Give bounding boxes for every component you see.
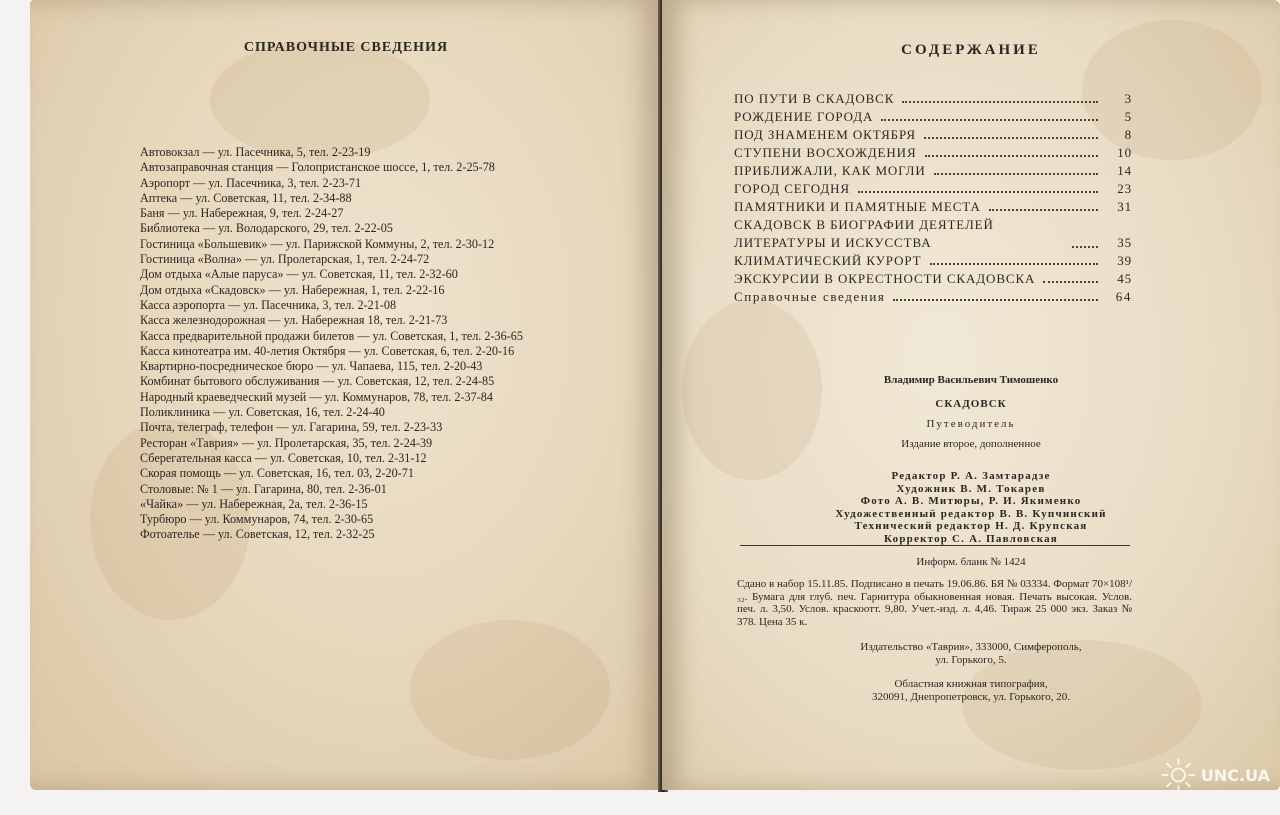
toc-leader (1043, 281, 1098, 283)
toc-title: Справочные сведения (734, 289, 886, 304)
list-item: Аэропорт — ул. Пасечника, 3, тел. 2-23-71 (140, 175, 362, 190)
toc-title: ПОД ЗНАМЕНЕМ ОКТЯБРЯ (734, 127, 916, 142)
watermark (1160, 755, 1270, 795)
list-item: Библиотека — ул. Володарского, 29, тел. 2-22-05 (140, 221, 393, 236)
toc-title: ПО ПУТИ В СКАДОВСК (734, 91, 895, 106)
toc-leader (924, 137, 1098, 139)
reference-heading: СПРАВОЧНЫЕ СВЕДЕНИЯ (243, 40, 449, 55)
toc-leader (930, 263, 1099, 265)
print-data: Сдано в набор 15.11.85. Подписано в печать 19.06.86. БЯ № 03334. Формат 70×108¹/₃₂. Бумага для глуб. печ. Гарнитура обыкновенная новая. Печать высокая. Услов. печ. л. 3,50. Услов. краскоотт. 9,80. Учет.-изд. л. 4,46. Тираж 25 000 экз. Заказ № 378. Цена 35 к. (737, 578, 1132, 628)
publisher-line: Издательство «Таврия», 333000, Симферополь, (860, 641, 1082, 653)
credit-line: Художественный редактор В. В. Купчинский (835, 507, 1107, 520)
publisher-info (662, 641, 1280, 667)
book-spread (30, 0, 1280, 795)
list-item: Автовокзал — ул. Пасечника, 5, тел. 2-23-19 (140, 145, 371, 159)
toc-leader (858, 191, 1098, 193)
toc-item (734, 126, 1132, 144)
toc-leader (925, 155, 1098, 157)
toc-item (734, 216, 1132, 252)
book-title: СКАДОВСК (935, 398, 1007, 410)
watermark-text: UNC.UA (1200, 765, 1270, 785)
credit-line: Технический редактор Н. Д. Крупская (854, 520, 1088, 532)
toc-item (734, 180, 1132, 198)
list-item: Фотоателье — ул. Советская, 12, тел. 2-32-25 (140, 527, 375, 542)
list-item: Касса железнодорожная — ул. Набережная 18, тел. 2-21-73 (140, 313, 448, 328)
toc-page: 31 (1117, 199, 1132, 214)
credit-line: Художник В. М. Токарев (896, 482, 1046, 495)
list-item: Народный краеведческий музей — ул. Коммунаров, 78, тел. 2-37-84 (140, 389, 493, 404)
edition-note: Издание второе, дополненное (901, 438, 1041, 450)
list-item: Касса предварительной продажи билетов — ул. Советская, 1, тел. 2-36-65 (140, 328, 523, 343)
list-item: Столовые: № 1 — ул. Гагарина, 80, тел. 2-36-01 (140, 481, 387, 496)
toc-item (734, 90, 1132, 108)
toc-title: СТУПЕНИ ВОСХОЖДЕНИЯ (734, 145, 917, 160)
toc-page: 23 (1117, 181, 1132, 196)
credit-line: Редактор Р. А. Замтарадзе (891, 470, 1051, 482)
publisher-line: ул. Горького, 5. (935, 654, 1007, 666)
list-item: Дом отдыха «Алые паруса» — ул. Советская, 11, тел. 2-32-60 (140, 267, 458, 282)
list-item: «Чайка» — ул. Набережная, 2а, тел. 2-36-15 (140, 496, 368, 511)
toc-item (734, 198, 1132, 216)
list-item: Дом отдыха «Скадовск» — ул. Набережная, 1, тел. 2-22-16 (140, 282, 445, 297)
divider (740, 545, 1130, 546)
toc-page: 5 (1124, 109, 1132, 124)
list-item: Почта, телеграф, телефон — ул. Гагарина, 59, тел. 2-23-33 (140, 420, 443, 435)
printer-info (662, 678, 1280, 704)
toc-leader (934, 173, 1098, 175)
toc-page: 35 (1117, 235, 1132, 250)
toc-item (734, 162, 1132, 180)
toc-page: 10 (1117, 145, 1132, 160)
credits-block (662, 470, 1280, 545)
toc-leader (1072, 246, 1098, 248)
toc-title: ЭКСКУРСИИ В ОКРЕСТНОСТИ СКАДОВСКА (734, 271, 1036, 286)
toc-title: ГОРОД СЕГОДНЯ (734, 181, 850, 196)
table-of-contents (734, 90, 1132, 306)
toc-title: ПАМЯТНИКИ И ПАМЯТНЫЕ МЕСТА (734, 199, 981, 214)
toc-page: 45 (1117, 271, 1132, 286)
toc-leader (989, 209, 1098, 211)
list-item: Автозаправочная станция — Голопристанское шоссе, 1, тел. 2-25-78 (140, 160, 495, 175)
inform-blank: Информ. бланк № 1424 (916, 556, 1026, 568)
toc-item (734, 144, 1132, 162)
contents-heading: СОДЕРЖАНИЕ (901, 42, 1041, 58)
toc-item (734, 270, 1132, 288)
list-item: Аптека — ул. Советская, 11, тел. 2-34-88 (140, 190, 352, 205)
list-item: Комбинат бытового обслуживания — ул. Советская, 12, тел. 2-24-85 (140, 374, 495, 389)
list-item: Касса кинотеатра им. 40-летия Октября — ул. Советская, 6, тел. 2-20-16 (140, 343, 515, 358)
list-item: Сберегательная касса — ул. Советская, 10, тел. 2-31-12 (140, 450, 427, 465)
watermark-logo-icon (1160, 755, 1197, 795)
printer-line: 320091, Днепропетровск, ул. Горького, 20. (872, 691, 1070, 703)
toc-title: РОЖДЕНИЕ ГОРОДА (734, 109, 874, 124)
credit-line: Фото А. В. Митюры, Р. И. Якименко (860, 495, 1082, 507)
toc-item (734, 252, 1132, 270)
list-item: Поликлиника — ул. Советская, 16, тел. 2-24-40 (140, 405, 385, 420)
toc-title: КЛИМАТИЧЕСКИЙ КУРОРТ (734, 253, 922, 268)
list-item: Квартирно-посредническое бюро — ул. Чапаева, 115, тел. 2-20-43 (140, 359, 483, 374)
toc-item (734, 108, 1132, 126)
toc-title: ПРИБЛИЖАЛИ, КАК МОГЛИ (734, 163, 926, 178)
list-item: Ресторан «Таврия» — ул. Пролетарская, 35, тел. 2-24-39 (140, 435, 433, 450)
toc-leader (881, 119, 1098, 121)
toc-page: 8 (1124, 127, 1132, 142)
list-item: Турбюро — ул. Коммунаров, 74, тел. 2-30-65 (140, 512, 374, 527)
author-name: Владимир Васильевич Тимошенко (883, 374, 1059, 386)
reference-list (114, 145, 619, 543)
left-page (30, 0, 662, 790)
credit-line: Корректор С. А. Павловская (884, 532, 1058, 545)
toc-title: СКАДОВСК В БИОГРАФИИ ДЕЯТЕЛЕЙ ЛИТЕРАТУРЫ И ИСКУССТВА (734, 217, 994, 250)
toc-leader (902, 101, 1098, 103)
printer-line: Областная книжная типография, (894, 678, 1048, 690)
list-item: Касса аэропорта — ул. Пасечника, 3, тел. 2-21-08 (140, 297, 397, 312)
toc-page: 14 (1117, 163, 1132, 178)
book-subtitle: Путеводитель (926, 418, 1016, 430)
imprint-block (662, 374, 1280, 450)
list-item: Гостиница «Большевик» — ул. Парижской Коммуны, 2, тел. 2-30-12 (140, 236, 495, 251)
toc-page: 64 (1115, 289, 1132, 304)
list-item: Гостиница «Волна» — ул. Пролетарская, 1, тел. 2-24-72 (140, 252, 430, 267)
list-item: Баня — ул. Набережная, 9, тел. 2-24-27 (140, 206, 344, 221)
right-page (662, 0, 1280, 790)
toc-leader (893, 299, 1098, 301)
toc-page: 3 (1124, 91, 1132, 106)
toc-page: 39 (1117, 253, 1132, 268)
list-item: Скорая помощь — ул. Советская, 16, тел. 03, 2-20-71 (140, 466, 414, 481)
toc-item (734, 288, 1132, 306)
